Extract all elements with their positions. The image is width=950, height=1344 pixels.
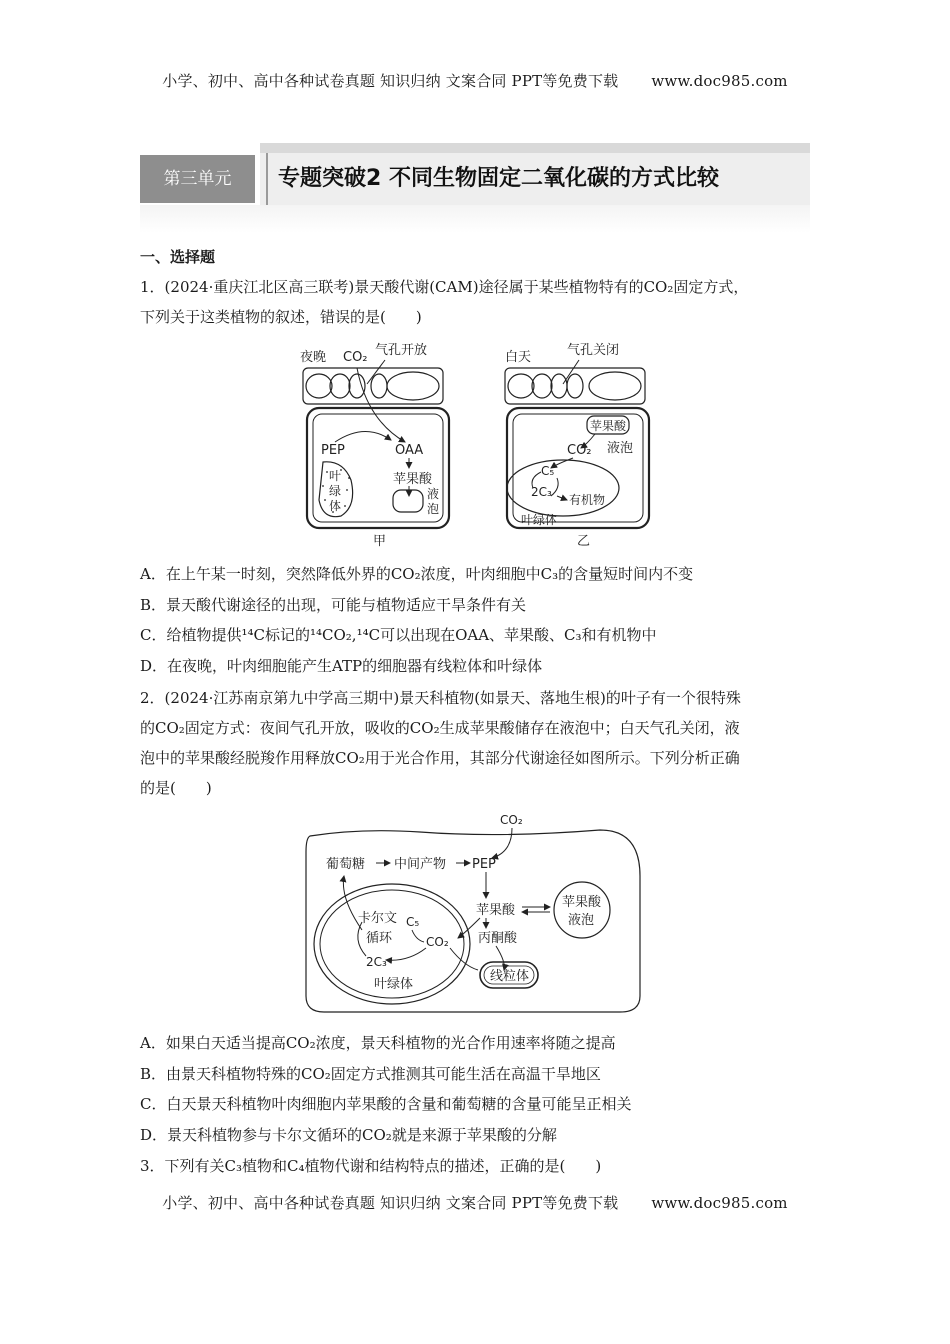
co2-top-label: CO₂ [500, 813, 523, 827]
figure-1 [295, 340, 655, 550]
q1-option-a: A．在上午某一时刻，突然降低外界的CO₂浓度，叶肉细胞中C₃的含量短时间内不变 [140, 565, 694, 583]
q2-option-a: A．如果白天适当提高CO₂浓度，景天科植物的光合作用速率将随之提高 [140, 1034, 616, 1052]
q1-option-b: B．景天酸代谢途径的出现，可能与植物适应干旱条件有关 [140, 596, 527, 614]
mito-label: 线粒体 [490, 969, 530, 984]
chloroplast-left-char-3: 体 [329, 499, 342, 513]
q2-option-b: B．由景天科植物特殊的CO₂固定方式推测其可能生活在高温干旱地区 [140, 1065, 601, 1083]
footer-text: 小学、初中、高中各种试卷真题 知识归纳 文案合同 PPT等免费下载 [162, 1194, 619, 1212]
q2-line-1: 2．(2024·江苏南京第九中学高三期中)景天科植物(如景天、落地生根)的叶子有一个很特殊 [140, 689, 741, 707]
malic-label-left: 苹果酸 [393, 472, 433, 487]
c5-label: C₅ [406, 915, 420, 929]
malic-label-right: 苹果酸 [590, 419, 627, 433]
page-footer [0, 1192, 950, 1213]
q2-line-4: 的是( ) [140, 779, 212, 797]
figure-2 [300, 806, 645, 1021]
page-title: 专题突破2 不同生物固定二氧化碳的方式比较 [278, 166, 719, 191]
q2-line-2: 的CO₂固定方式：夜间气孔开放，吸收的CO₂生成苹果酸储存在液泡中；白天气孔关闭，液 [140, 719, 740, 737]
chloroplast-left-char-1: 叶 [329, 469, 342, 483]
banner-shadow [140, 205, 810, 233]
organic-label: 有机物 [569, 493, 606, 507]
epidermis-right [505, 368, 645, 404]
header-site: www.doc985.com [651, 72, 788, 90]
chapter-banner [140, 143, 810, 233]
q2-option-d: D．景天科植物参与卡尔文循环的CO₂就是来源于苹果酸的分解 [140, 1126, 557, 1144]
calvin-label-2: 循环 [366, 931, 393, 946]
glucose-label: 葡萄糖 [326, 857, 366, 872]
co2-label-right: CO₂ [567, 443, 592, 458]
footer-site: www.doc985.com [651, 1194, 788, 1212]
vacuole-left [393, 490, 423, 512]
section-heading: 一、选择题 [140, 248, 216, 266]
c3-label-right: 2C₃ [531, 485, 552, 499]
intermediate-label: 中间产物 [394, 857, 447, 872]
pep-label: PEP [321, 443, 345, 458]
banner-top-line [260, 143, 810, 153]
chloroplast-label: 叶绿体 [374, 977, 414, 992]
question-3: 3．下列有关C₃植物和C₄植物代谢和结构特点的描述，正确的是( ) [140, 1157, 602, 1175]
chloroplast-label-right: 叶绿体 [521, 513, 558, 527]
stoma-closed-label: 气孔关闭 [567, 343, 620, 358]
malic-vacuole-label-2: 液泡 [568, 913, 595, 928]
malic-vacuole-label-1: 苹果酸 [562, 895, 602, 910]
calvin-label-1: 卡尔文 [358, 911, 398, 926]
q1-option-d: D．在夜晚，叶肉细胞能产生ATP的细胞器有线粒体和叶绿体 [140, 657, 543, 675]
caption-jia: 甲 [373, 534, 387, 549]
night-label: 夜晚 [300, 350, 327, 365]
chloroplast-right [507, 460, 619, 516]
co2-label-left: CO₂ [343, 350, 368, 365]
page-header [0, 70, 950, 91]
caption-yi: 乙 [577, 534, 591, 549]
day-label: 白天 [505, 350, 532, 365]
stoma-open-label: 气孔开放 [375, 343, 428, 358]
unit-label: 第三单元 [140, 155, 255, 203]
co2-inner-label: CO₂ [426, 935, 449, 949]
vacuole-left-char-1: 液 [427, 487, 440, 501]
question-1 [140, 272, 812, 332]
epidermis-left [303, 368, 443, 404]
malic-label: 苹果酸 [476, 903, 516, 918]
q2-line-3: 泡中的苹果酸经脱羧作用释放CO₂用于光合作用，其部分代谢途径如图所示。下列分析正确 [140, 749, 740, 767]
pyruvate-label: 丙酮酸 [478, 931, 518, 946]
vacuole-left-char-2: 泡 [427, 502, 440, 516]
header-text: 小学、初中、高中各种试卷真题 知识归纳 文案合同 PPT等免费下载 [162, 72, 619, 90]
q1-option-c: C．给植物提供¹⁴C标记的¹⁴CO₂,¹⁴C可以出现在OAA、苹果酸、C₃和有机物中 [140, 626, 657, 644]
question-2 [140, 683, 812, 803]
c5-label-right: C₅ [541, 464, 555, 478]
q2-option-c: C．白天景天科植物叶肉细胞内苹果酸的含量和葡萄糖的含量可能呈正相关 [140, 1095, 632, 1113]
malic-vacuole [554, 882, 610, 938]
q1-line-2: 下列关于这类植物的叙述，错误的是( ) [140, 308, 422, 326]
c3-label: 2C₃ [366, 955, 387, 969]
vacuole-label-right: 液泡 [607, 441, 634, 456]
pep-label-2: PEP [472, 857, 496, 872]
oaa-label: OAA [395, 443, 424, 458]
q1-line-1: 1．(2024·重庆江北区高三联考)景天酸代谢(CAM)途径属于某些植物特有的CO₂固定方式， [140, 278, 749, 296]
chloroplast-left-char-2: 绿 [329, 484, 342, 498]
